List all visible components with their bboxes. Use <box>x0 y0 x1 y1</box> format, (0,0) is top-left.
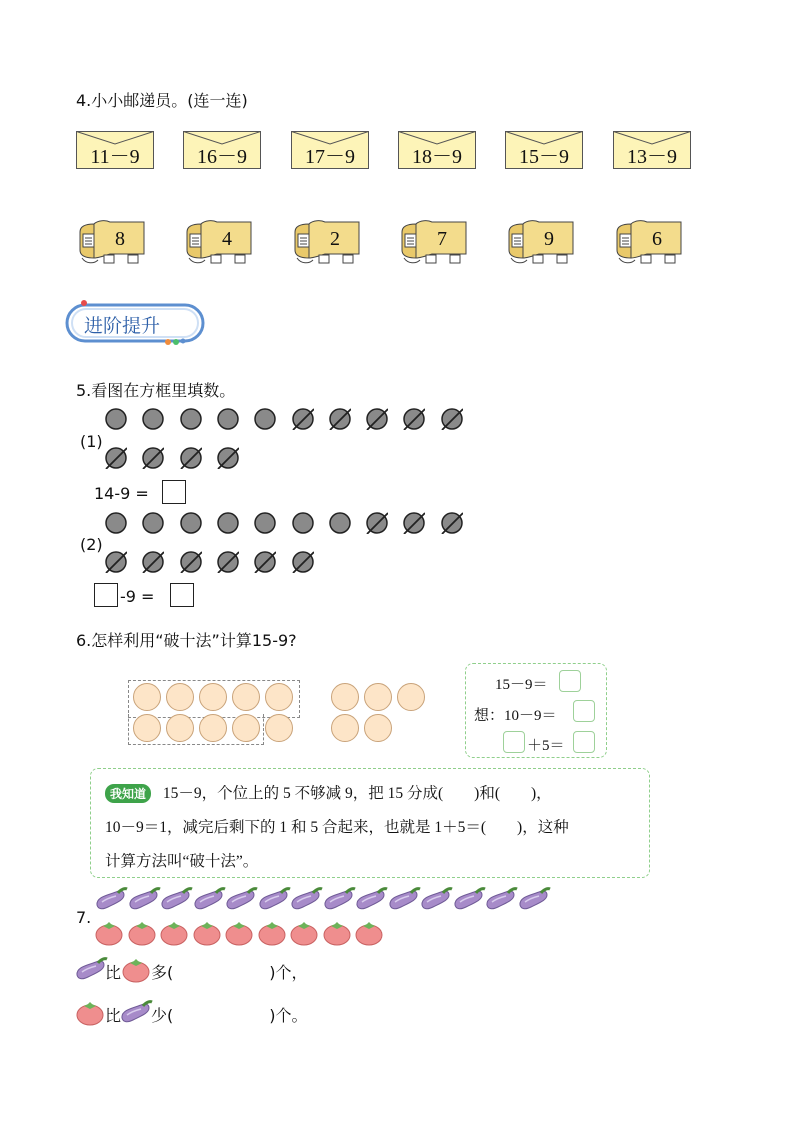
crossed-dot <box>180 551 202 573</box>
mailbox-label: 4 <box>222 228 232 250</box>
crossed-dot <box>292 551 314 573</box>
mailbox-label: 6 <box>652 228 662 250</box>
tomato-icon <box>322 920 352 946</box>
calc-answer-box[interactable] <box>573 700 595 722</box>
tomato-icon <box>224 920 254 946</box>
eggplant-icon <box>224 887 258 911</box>
calc-line-2: 想：10－9＝ <box>474 708 557 724</box>
q5-title: 5.看图在方框里填数。 <box>76 381 236 400</box>
knowledge-box <box>90 768 650 878</box>
eggplant-icon <box>517 887 551 911</box>
counter-circle <box>331 714 359 742</box>
tomato-icon <box>94 920 124 946</box>
eggplant-icon <box>484 887 518 911</box>
dot <box>217 408 239 430</box>
know-badge: 我知道 <box>105 784 151 803</box>
envelope-label: 16－9 <box>197 146 247 168</box>
eggplant-icon <box>322 887 356 911</box>
mailbox-label: 8 <box>115 228 125 250</box>
calc-answer-box[interactable] <box>503 731 525 753</box>
eggplant-icon <box>354 887 388 911</box>
eggplant-icon <box>419 887 453 911</box>
eggplant-icon <box>289 887 323 911</box>
know-line-3: 计算方法叫“破十法”。 <box>105 853 259 870</box>
mailbox-card[interactable] <box>183 218 255 266</box>
crossed-dot <box>292 408 314 430</box>
crossed-dot <box>142 447 164 469</box>
tomato-icon <box>257 920 287 946</box>
dot <box>329 512 351 534</box>
q5-part1-equation: 14-9 = <box>94 484 149 503</box>
envelope-card[interactable] <box>76 131 154 169</box>
dot <box>105 512 127 534</box>
tomato-icon <box>192 920 222 946</box>
eggplant-icon <box>159 887 193 911</box>
answer-box[interactable] <box>170 583 194 607</box>
envelope-label: 18－9 <box>412 146 462 168</box>
eggplant-icon <box>192 887 226 911</box>
eggplant-icon <box>257 887 291 911</box>
envelope-label: 17－9 <box>305 146 355 168</box>
envelope-card[interactable] <box>291 131 369 169</box>
counter-circle <box>199 683 227 711</box>
counter-circle <box>199 714 227 742</box>
crossed-dot <box>217 447 239 469</box>
counter-circle <box>166 683 194 711</box>
crossed-dot <box>217 551 239 573</box>
mailbox-label: 9 <box>544 228 554 250</box>
mailbox-card[interactable] <box>291 218 363 266</box>
tomato-icon <box>75 1000 105 1026</box>
crossed-dot <box>105 447 127 469</box>
dot <box>254 408 276 430</box>
mailbox-label: 7 <box>437 228 447 250</box>
eggplant-icon <box>74 957 108 981</box>
calc-answer-box[interactable] <box>573 731 595 753</box>
q5-part1-label: (1) <box>80 432 103 451</box>
eggplant-icon <box>119 1000 153 1024</box>
know-line-1: 15－9，个位上的 5 不够减 9，把 15 分成( )和( )， <box>162 785 552 802</box>
crossed-dot <box>403 408 425 430</box>
q5-part2-label: (2) <box>80 535 103 554</box>
calc-line-1: 15－9＝ <box>495 677 548 693</box>
crossed-dot <box>366 512 388 534</box>
envelope-card[interactable] <box>613 131 691 169</box>
envelope-label: 11－9 <box>90 146 140 168</box>
counter-circle <box>397 683 425 711</box>
envelope-card[interactable] <box>398 131 476 169</box>
q7-line1-than: 比 <box>105 963 122 982</box>
counter-circle <box>232 714 260 742</box>
q7-line2-than: 比 <box>105 1006 122 1025</box>
mailbox-label: 2 <box>330 228 340 250</box>
crossed-dot <box>180 447 202 469</box>
tomato-icon <box>159 920 189 946</box>
counter-circle <box>166 714 194 742</box>
crossed-dot <box>105 551 127 573</box>
mailbox-card[interactable] <box>505 218 577 266</box>
counter-circle <box>265 683 293 711</box>
counter-circle <box>265 714 293 742</box>
dot <box>142 408 164 430</box>
crossed-dot <box>142 551 164 573</box>
eggplant-icon <box>387 887 421 911</box>
crossed-dot <box>441 512 463 534</box>
mailbox-card[interactable] <box>76 218 148 266</box>
tomato-icon <box>121 957 151 983</box>
counter-circle <box>364 714 392 742</box>
counter-circle <box>364 683 392 711</box>
dot <box>180 512 202 534</box>
eggplant-icon <box>452 887 486 911</box>
counter-circle <box>232 683 260 711</box>
dot <box>217 512 239 534</box>
crossed-dot <box>441 408 463 430</box>
q6-title: 6.怎样利用“破十法”计算15-9? <box>76 631 297 650</box>
crossed-dot <box>254 551 276 573</box>
crossed-dot <box>366 408 388 430</box>
counter-circle <box>133 683 161 711</box>
q7-number: 7. <box>76 908 92 927</box>
dot <box>292 512 314 534</box>
calc-line-3: ＋5＝ <box>527 738 565 754</box>
dot <box>254 512 276 534</box>
calc-answer-box[interactable] <box>559 670 581 692</box>
tomato-icon <box>354 920 384 946</box>
dot <box>180 408 202 430</box>
eggplant-icon <box>94 887 128 911</box>
mailbox-card[interactable] <box>398 218 470 266</box>
q4-title: 4.小小邮递员。(连一连) <box>76 91 248 110</box>
envelope-card[interactable] <box>183 131 261 169</box>
tomato-icon <box>127 920 157 946</box>
crossed-dot <box>329 408 351 430</box>
envelope-card[interactable] <box>505 131 583 169</box>
q7-line2-less: 少( )个。 <box>151 1006 308 1025</box>
dot <box>142 512 164 534</box>
eggplant-icon <box>127 887 161 911</box>
badge-text: 进阶提升 <box>84 315 161 337</box>
envelope-label: 13－9 <box>627 146 677 168</box>
mailbox-card[interactable] <box>613 218 685 266</box>
section-badge <box>64 300 206 346</box>
q5-part2-equation: -9 = <box>120 587 155 606</box>
dot <box>105 408 127 430</box>
answer-box[interactable] <box>162 480 186 504</box>
tomato-icon <box>289 920 319 946</box>
counter-circle <box>133 714 161 742</box>
envelope-label: 15－9 <box>519 146 569 168</box>
q7-line1-more: 多( )个， <box>151 963 308 982</box>
crossed-dot <box>403 512 425 534</box>
answer-box[interactable] <box>94 583 118 607</box>
counter-circle <box>331 683 359 711</box>
know-line-2: 10－9＝1，减完后剩下的 1 和 5 合起来，也就是 1＋5＝( )，这种 <box>105 819 569 836</box>
